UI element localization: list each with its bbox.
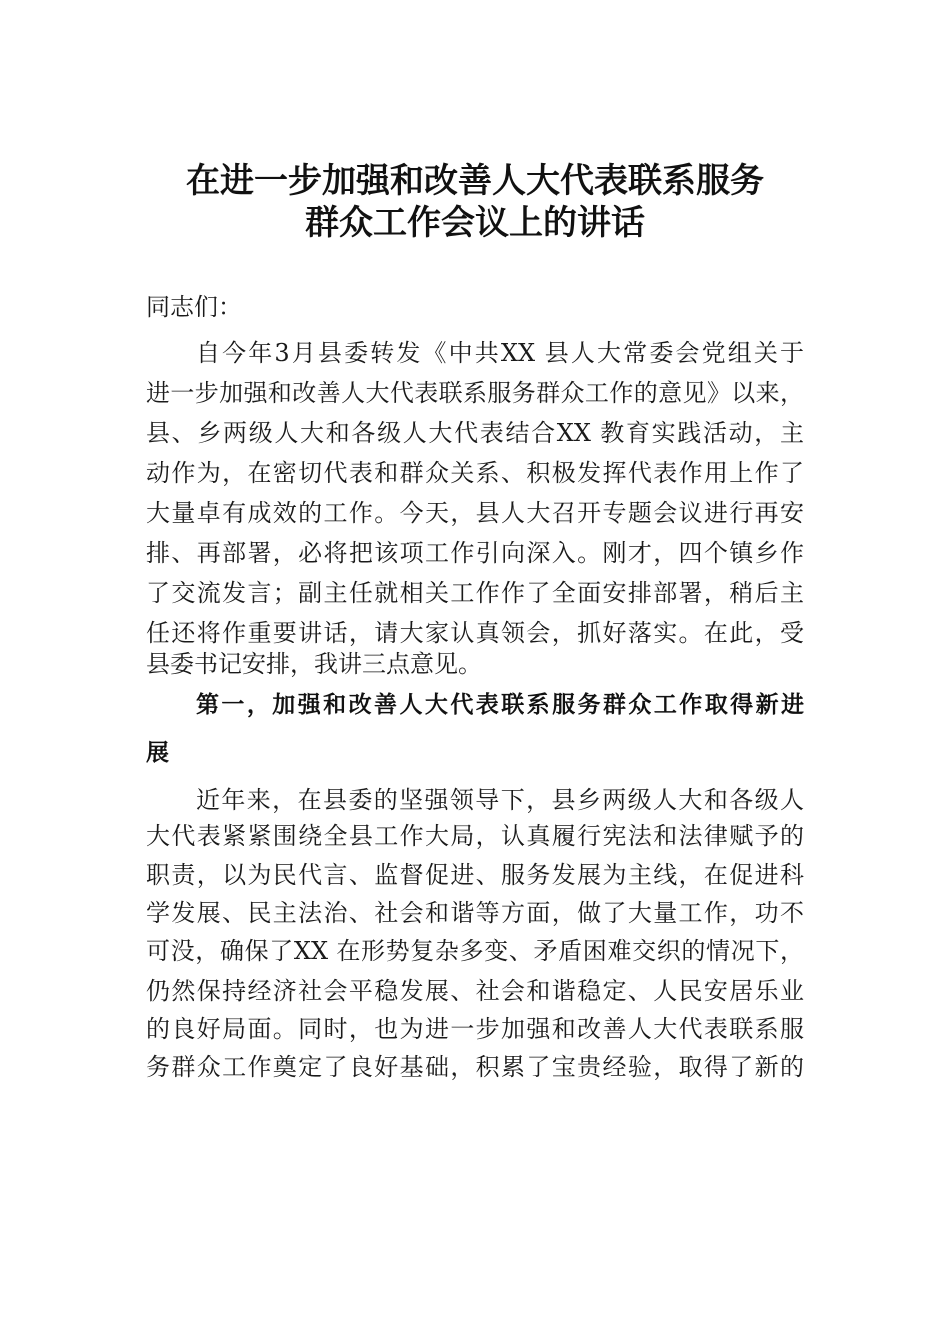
paragraph-line: 大代表紧紧围绕全县工作大局，认真履行宪法和法律赋予的 bbox=[146, 822, 804, 850]
paragraph-line: 学发展、民主法治、社会和谐等方面，做了大量工作，功不 bbox=[146, 899, 804, 927]
paragraph-line: 可没，确保了XX 在形势复杂多变、矛盾困难交织的情况下， bbox=[146, 937, 804, 965]
paragraph-line: 排、再部署，必将把该项工作引向深入。刚才，四个镇乡作 bbox=[146, 539, 804, 567]
section-heading: 第一，加强和改善人大代表联系服务群众工作取得新进 bbox=[196, 692, 804, 718]
title-line: 在进一步加强和改善人大代表联系服务 bbox=[186, 161, 764, 201]
title-line: 群众工作会议上的讲话 bbox=[305, 203, 645, 243]
paragraph-line: 大量卓有成效的工作。今天，县人大召开专题会议进行再安 bbox=[146, 499, 804, 527]
paragraph-line: 仍然保持经济社会平稳发展、社会和谐稳定、人民安居乐业 bbox=[146, 977, 804, 1005]
document-title bbox=[146, 160, 804, 244]
paragraph-line: 自今年3月县委转发《中共XX 县人大常委会党组关于 bbox=[196, 339, 804, 367]
greeting: 同志们： bbox=[146, 293, 242, 321]
paragraph-line: 进一步加强和改善人大代表联系服务群众工作的意见》以来， bbox=[146, 379, 804, 407]
paragraph-line: 近年来，在县委的坚强领导下，县乡两级人大和各级人 bbox=[196, 786, 804, 814]
paragraph-line: 了交流发言；副主任就相关工作作了全面安排部署，稍后主 bbox=[146, 579, 804, 607]
paragraph-line: 任还将作重要讲话，请大家认真领会，抓好落实。在此，受 bbox=[146, 619, 804, 647]
paragraph-line: 的良好局面。同时，也为进一步加强和改善人大代表联系服 bbox=[146, 1015, 804, 1043]
paragraph-line: 职责，以为民代言、监督促进、服务发展为主线，在促进科 bbox=[146, 861, 804, 889]
paragraph-line: 县、乡两级人大和各级人大代表结合XX 教育实践活动，主 bbox=[146, 419, 804, 447]
paragraph-line: 县委书记安排，我讲三点意见。 bbox=[146, 650, 482, 678]
paragraph-line: 动作为，在密切代表和群众关系、积极发挥代表作用上作了 bbox=[146, 459, 804, 487]
paragraph-line: 务群众工作奠定了良好基础，积累了宝贵经验，取得了新的 bbox=[146, 1053, 804, 1081]
section-heading-continued: 展 bbox=[146, 740, 169, 766]
